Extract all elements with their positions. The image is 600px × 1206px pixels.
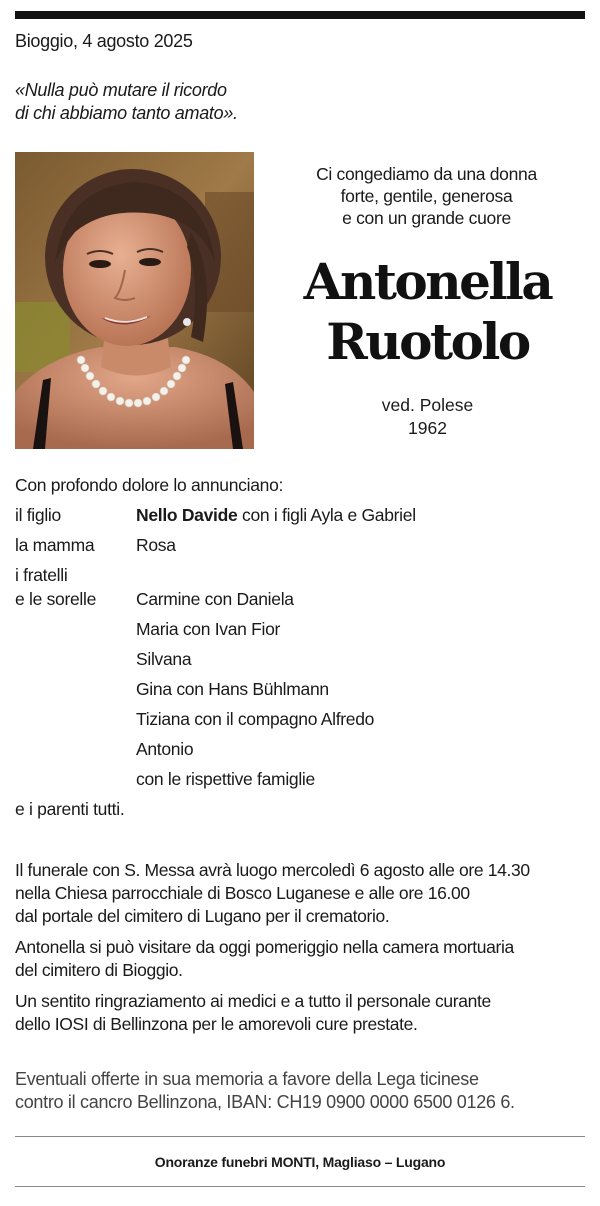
son-entry — [136, 505, 416, 526]
birth-year: 1962 — [408, 418, 447, 438]
announcement: Con profondo dolore lo annunciano: — [15, 475, 284, 495]
siblings-label-1: i fratelli — [15, 565, 68, 585]
sibling-families: con le rispettive famiglie — [136, 769, 315, 789]
intro-line-3: e con un grande cuore — [342, 208, 511, 228]
funeral-info — [15, 859, 585, 928]
intro-line-2: forte, gentile, generosa — [340, 186, 513, 206]
funeral-line-1: Il funerale con S. Messa avrà luogo mercoledì 6 agosto alle ore 14.30 — [15, 860, 530, 880]
visit-line-1: Antonella si può visitare da oggi pomeriggio nella camera mortuaria — [15, 937, 514, 957]
thanks-line-1: Un sentito ringraziamento ai medici e a tutto il personale curante — [15, 991, 491, 1011]
quote-line-2: di chi abbiamo tanto amato». — [15, 103, 238, 123]
sibling-entry: Maria con Ivan Fior — [136, 619, 281, 639]
donation-line-2: contro il cancro Bellinzona, IBAN: CH19 0900 0000 6500 0126 6. — [15, 1092, 515, 1112]
footer-top-divider — [15, 1136, 585, 1137]
funeral-home: Onoranze funebri MONTI, Magliaso – Lugano — [154, 1154, 446, 1170]
siblings-label-2: e le sorelle — [15, 589, 97, 609]
widow-of: ved. Polese — [381, 395, 474, 415]
son-label: il figlio — [15, 505, 61, 525]
portrait-photo — [15, 152, 254, 449]
deceased-first-name: Antonella — [303, 252, 552, 311]
sibling-entry: Gina con Hans Bühlmann — [136, 679, 329, 699]
donation-info — [15, 1068, 585, 1114]
sibling-entry: Carmine con Daniela — [136, 589, 294, 609]
thanks-info — [15, 990, 585, 1036]
thanks-line-2: dello IOSI di Bellinzona per le amorevoli cure prestate. — [15, 1014, 418, 1034]
donation-line-1: Eventuali offerte in sua memoria a favore della Lega ticinese — [15, 1069, 479, 1089]
sibling-entry: Silvana — [136, 649, 192, 669]
top-border-bar — [15, 11, 585, 19]
intro-line-1: Ci congediamo da una donna — [316, 164, 537, 184]
visit-info — [15, 936, 585, 982]
sibling-entry: Antonio — [136, 739, 194, 759]
deceased-last-name: Ruotolo — [326, 312, 529, 371]
footer-bottom-divider — [15, 1186, 585, 1187]
deceased-details — [340, 394, 515, 440]
place-date: Bioggio, 4 agosto 2025 — [15, 31, 193, 51]
mother-label: la mamma — [15, 535, 95, 555]
quote-line-1: «Nulla può mutare il ricordo — [15, 80, 227, 100]
memorial-quote — [15, 79, 238, 125]
visit-line-2: del cimitero di Bioggio. — [15, 960, 183, 980]
funeral-line-3: dal portale del cimitero di Lugano per il crematorio. — [15, 906, 390, 926]
mother-name: Rosa — [136, 535, 176, 555]
relatives: e i parenti tutti. — [15, 799, 125, 819]
son-name: Nello Davide — [136, 505, 238, 525]
intro-text — [300, 163, 553, 229]
son-children: con i figli Ayla e Gabriel — [237, 505, 416, 525]
sibling-entry: Tiziana con il compagno Alfredo — [136, 709, 375, 729]
funeral-line-2: nella Chiesa parrocchiale di Bosco Luganese e alle ore 16.00 — [15, 883, 470, 903]
